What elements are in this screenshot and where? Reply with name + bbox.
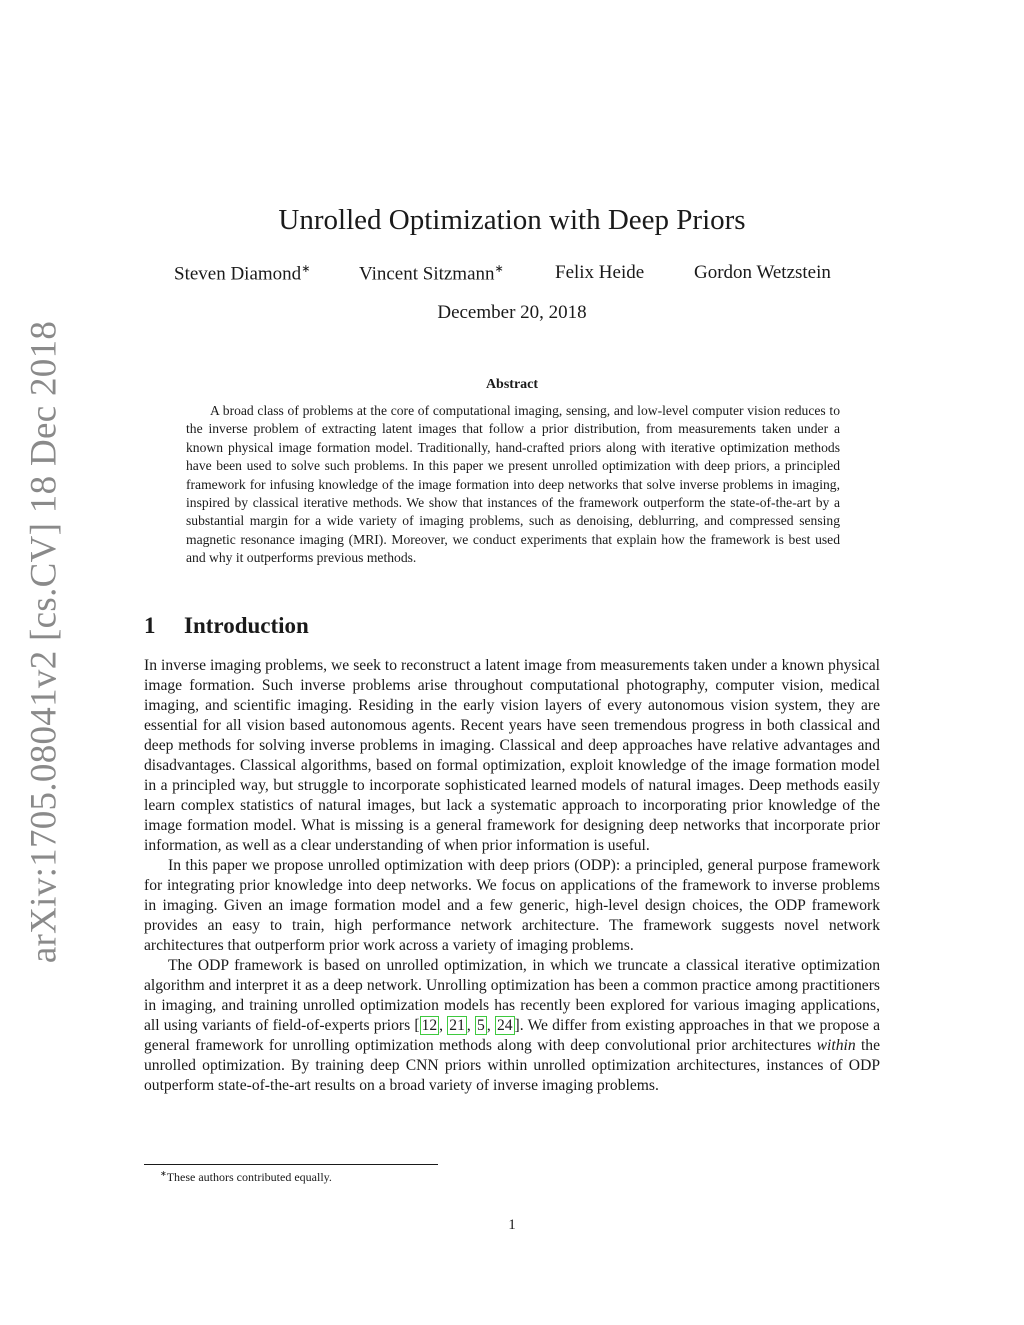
citation-link[interactable] — [475, 1016, 487, 1035]
citation-separator: , — [439, 1017, 448, 1034]
equal-contribution-mark: ∗ — [301, 263, 311, 275]
citation-ref: 12 — [421, 1017, 438, 1034]
emphasis-within: within — [816, 1037, 856, 1054]
citation-separator: , — [466, 1017, 476, 1034]
citation-group — [414, 1016, 519, 1035]
author-1 — [174, 262, 310, 285]
author-2 — [359, 262, 504, 285]
paper-date: December 20, 2018 — [437, 302, 587, 323]
author-name: Gordon Wetzstein — [694, 262, 831, 283]
arxiv-id: arXiv:1705.08041v2 [cs.CV] 18 Dec 2018 — [23, 320, 65, 964]
citation-link[interactable] — [447, 1016, 467, 1035]
citation-link[interactable] — [495, 1016, 515, 1035]
paper-title: Unrolled Optimization with Deep Priors — [278, 204, 746, 236]
footnote-mark: ∗ — [160, 1169, 167, 1178]
section-number: 1 — [144, 613, 156, 638]
paragraph-3-text: the unrolled optimization. By training deep CNN priors within unrolled optimization architectures, instances of ODP outperform state-of-the-art results on a broad variety of inverse imaging problems. — [144, 1037, 881, 1094]
paragraph-2: In this paper we propose unrolled optimization with deep priors (ODP): a principled, general purpose framework for integrating prior knowledge into deep networks. We focus on applications of the framework to inverse problems in imaging. Given an image formation model and a few generic, high-level design choices, the ODP framework provides an easy to train, high performance network architecture. The framework suggests novel network architectures that outperform prior work across a variety of imaging problems. — [144, 857, 880, 954]
paragraph-3 — [144, 956, 880, 1096]
author-name: Steven Diamond — [174, 263, 302, 285]
citation-ref: 24 — [496, 1017, 513, 1034]
author-name: Felix Heide — [555, 262, 645, 283]
section-title: Introduction — [184, 613, 309, 638]
equal-contribution-mark: ∗ — [494, 263, 504, 275]
citation-ref: 21 — [449, 1017, 465, 1034]
citation-link[interactable] — [420, 1016, 440, 1035]
citation-ref: 5 — [477, 1017, 485, 1034]
page-number: 1 — [508, 1217, 516, 1233]
citation-separator: , — [486, 1017, 495, 1034]
paragraph-3-text: The ODP framework is based on unrolled optimization, in which we truncate a classical iterative optimization algorithm and interpret it as a deep network. Unrolling optimization has been a common practice among practitioners in imaging, and training unrolled optimization models has recently been explored for various imaging applications, all using variants of field-of-experts priors — [144, 957, 880, 1034]
paragraph-3-text: . We differ from existing approaches in that we propose a general framework for unrolling optimization methods along with deep convolutional prior architectures — [144, 1017, 881, 1054]
abstract-heading: Abstract — [485, 377, 539, 392]
citation-bracket: [ — [414, 1017, 420, 1034]
author-4 — [694, 262, 831, 284]
footnote — [160, 1169, 332, 1185]
author-3 — [555, 262, 644, 284]
footnote-rule — [144, 1164, 438, 1165]
citation-bracket: ] — [514, 1017, 520, 1034]
section-heading — [144, 613, 309, 639]
paragraph-1: In inverse imaging problems, we seek to reconstruct a latent image from measurements taken under a known physical image formation. Such inverse problems arise throughout computational photography, computer vision, medical imaging, and scientific imaging. Residing in the early vision layers of every autonomous vision system, they are essential for all vision based autonomous agents. Recent years have seen tremendous progress in both classical and deep methods for solving inverse problems in imaging. Classical and deep approaches have relative advantages and disadvantages. Classical algorithms, based on formal optimization, exploit knowledge of the image formation model in a principled way, but struggle to incorporate sophisticated learned models of natural images. Deep methods easily learn complex statistics of natural images, but lack a systematic approach to incorporating prior knowledge of the image formation model. What is missing is a general framework for designing deep networks that incorporate prior information, as well as a clear understanding of when prior information is useful. — [144, 657, 880, 854]
introduction-body — [144, 656, 880, 1096]
author-name: Vincent Sitzmann — [359, 263, 495, 285]
abstract-text: A broad class of problems at the core of computational imaging, sensing, and low-level computer vision reduces to the inverse problem of extracting latent images that follow a prior distribution, from measurements taken under a known physical image formation model. Traditionally, hand-crafted priors along with iterative optimization methods have been used to solve such problems. In this paper we present unrolled optimization with deep priors, a principled framework for infusing knowledge of the image formation into deep networks that solve inverse problems in imaging, inspired by classical iterative methods. We show that instances of the framework outperform the state-of-the-art by a substantial margin for a wide variety of imaging problems, such as denoising, deblurring, and compressed sensing magnetic resonance imaging (MRI). Moreover, we conduct experiments that explain how the framework is best used and why it outperforms previous methods. — [186, 403, 840, 566]
footnote-text: These authors contributed equally. — [166, 1170, 332, 1184]
